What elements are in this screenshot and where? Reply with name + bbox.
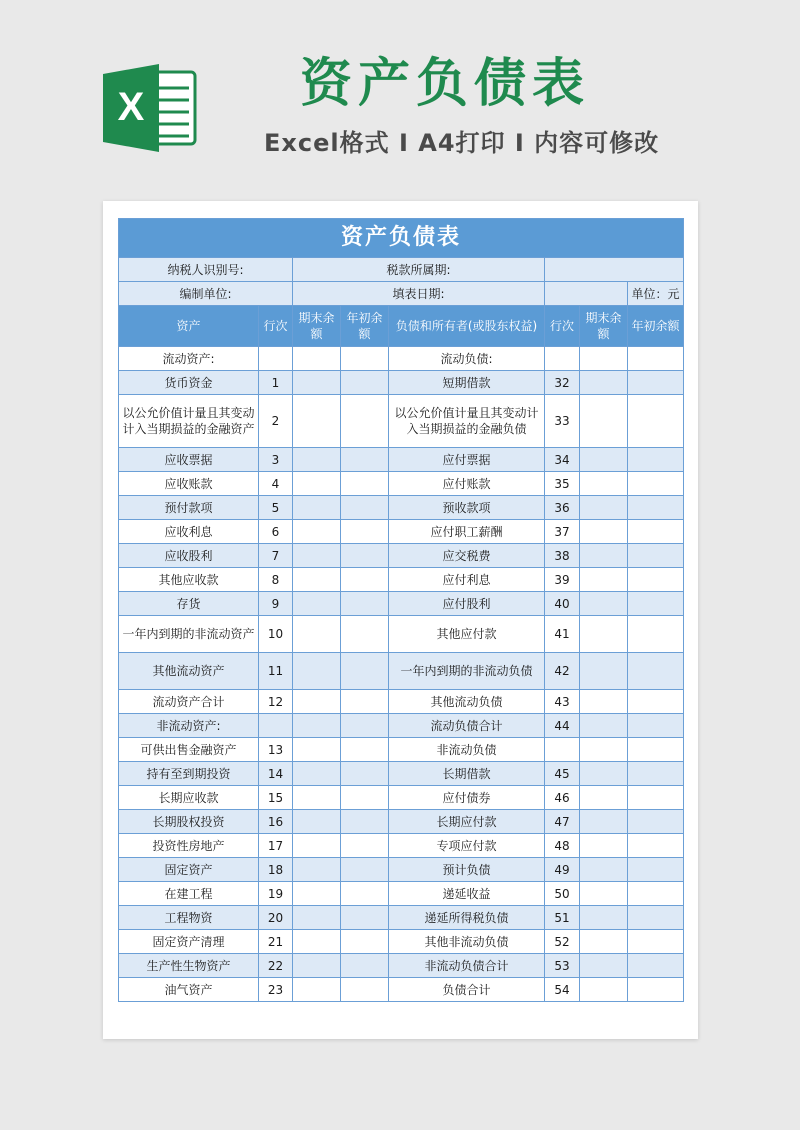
asset-begin-balance-cell[interactable] — [341, 616, 389, 653]
table-row — [119, 347, 684, 371]
asset-end-balance-cell[interactable] — [293, 347, 341, 371]
liability-begin-balance-cell[interactable] — [628, 762, 684, 786]
asset-name-cell: 油气资产 — [119, 978, 259, 1002]
liability-row-no-cell: 40 — [545, 592, 580, 616]
liability-end-balance-cell[interactable] — [580, 371, 628, 395]
asset-name-cell: 其他应收款 — [119, 568, 259, 592]
liability-name-cell: 短期借款 — [389, 371, 545, 395]
liability-row-no-cell: 32 — [545, 371, 580, 395]
asset-end-balance-cell[interactable] — [293, 472, 341, 496]
asset-name-cell: 非流动资产: — [119, 714, 259, 738]
liability-begin-balance-cell[interactable] — [628, 930, 684, 954]
liability-end-balance-cell[interactable] — [580, 762, 628, 786]
liability-row-no-cell: 54 — [545, 978, 580, 1002]
liability-name-cell: 流动负债: — [389, 347, 545, 371]
liability-end-balance-cell[interactable] — [580, 568, 628, 592]
liability-begin-balance-cell[interactable] — [628, 978, 684, 1002]
asset-row-no-cell: 18 — [259, 858, 293, 882]
liability-name-cell: 递延所得税负债 — [389, 906, 545, 930]
liability-row-no-cell: 44 — [545, 714, 580, 738]
asset-end-balance-cell[interactable] — [293, 395, 341, 448]
asset-name-cell: 可供出售金融资产 — [119, 738, 259, 762]
liability-begin-balance-cell[interactable] — [628, 371, 684, 395]
asset-name-cell: 长期应收款 — [119, 786, 259, 810]
asset-row-no-cell: 8 — [259, 568, 293, 592]
asset-name-cell: 工程物资 — [119, 906, 259, 930]
liability-row-no-cell: 42 — [545, 653, 580, 690]
asset-name-cell: 应收利息 — [119, 520, 259, 544]
asset-name-cell: 其他流动资产 — [119, 653, 259, 690]
header-row-no-2: 行次 — [545, 306, 580, 347]
liability-name-cell: 流动负债合计 — [389, 714, 545, 738]
asset-name-cell: 以公允价值计量且其变动计入当期损益的金融资产 — [119, 395, 259, 448]
asset-begin-balance-cell[interactable] — [341, 690, 389, 714]
liability-row-no-cell: 34 — [545, 448, 580, 472]
liability-begin-balance-cell[interactable] — [628, 616, 684, 653]
asset-row-no-cell: 20 — [259, 906, 293, 930]
liability-end-balance-cell[interactable] — [580, 448, 628, 472]
liability-name-cell: 长期应付款 — [389, 810, 545, 834]
liability-row-no-cell: 38 — [545, 544, 580, 568]
asset-begin-balance-cell[interactable] — [341, 544, 389, 568]
asset-end-balance-cell[interactable] — [293, 882, 341, 906]
table-row — [119, 448, 684, 472]
liability-name-cell: 应付账款 — [389, 472, 545, 496]
asset-end-balance-cell[interactable] — [293, 568, 341, 592]
liability-begin-balance-cell[interactable] — [628, 714, 684, 738]
asset-name-cell: 投资性房地产 — [119, 834, 259, 858]
liability-end-balance-cell[interactable] — [580, 906, 628, 930]
liability-row-no-cell: 36 — [545, 496, 580, 520]
asset-name-cell: 持有至到期投资 — [119, 762, 259, 786]
asset-name-cell: 流动资产合计 — [119, 690, 259, 714]
table-row — [119, 496, 684, 520]
liability-end-balance-cell[interactable] — [580, 690, 628, 714]
table-row — [119, 520, 684, 544]
asset-end-balance-cell[interactable] — [293, 858, 341, 882]
liability-name-cell: 预收款项 — [389, 496, 545, 520]
asset-begin-balance-cell[interactable] — [341, 520, 389, 544]
liability-end-balance-cell[interactable] — [580, 954, 628, 978]
liability-name-cell: 应付票据 — [389, 448, 545, 472]
asset-begin-balance-cell[interactable] — [341, 714, 389, 738]
liability-end-balance-cell[interactable] — [580, 930, 628, 954]
asset-name-cell: 长期股权投资 — [119, 810, 259, 834]
liability-end-balance-cell[interactable] — [580, 616, 628, 653]
table-row — [119, 395, 684, 448]
liability-begin-balance-cell[interactable] — [628, 858, 684, 882]
liability-row-no-cell: 49 — [545, 858, 580, 882]
fill-date-value[interactable] — [545, 282, 628, 306]
liability-row-no-cell: 37 — [545, 520, 580, 544]
liability-row-no-cell: 35 — [545, 472, 580, 496]
tax-period-value[interactable] — [545, 258, 684, 282]
liability-begin-balance-cell[interactable] — [628, 786, 684, 810]
liability-begin-balance-cell[interactable] — [628, 448, 684, 472]
asset-begin-balance-cell[interactable] — [341, 954, 389, 978]
asset-name-cell: 预付款项 — [119, 496, 259, 520]
liability-name-cell: 应付股利 — [389, 592, 545, 616]
liability-end-balance-cell[interactable] — [580, 786, 628, 810]
liability-name-cell: 递延收益 — [389, 882, 545, 906]
asset-begin-balance-cell[interactable] — [341, 906, 389, 930]
asset-row-no-cell: 23 — [259, 978, 293, 1002]
asset-row-no-cell: 13 — [259, 738, 293, 762]
asset-end-balance-cell[interactable] — [293, 653, 341, 690]
liability-end-balance-cell[interactable] — [580, 496, 628, 520]
liability-begin-balance-cell[interactable] — [628, 472, 684, 496]
currency-label: 单位：元 — [628, 282, 684, 306]
asset-end-balance-cell[interactable] — [293, 448, 341, 472]
asset-row-no-cell: 14 — [259, 762, 293, 786]
asset-begin-balance-cell[interactable] — [341, 371, 389, 395]
liability-end-balance-cell[interactable] — [580, 810, 628, 834]
liability-end-balance-cell[interactable] — [580, 738, 628, 762]
liability-end-balance-cell[interactable] — [580, 472, 628, 496]
liability-name-cell: 应付债券 — [389, 786, 545, 810]
asset-row-no-cell: 10 — [259, 616, 293, 653]
liability-begin-balance-cell[interactable] — [628, 568, 684, 592]
liability-name-cell: 其他非流动负债 — [389, 930, 545, 954]
asset-begin-balance-cell[interactable] — [341, 568, 389, 592]
asset-row-no-cell: 5 — [259, 496, 293, 520]
asset-row-no-cell: 16 — [259, 810, 293, 834]
asset-row-no-cell: 22 — [259, 954, 293, 978]
asset-begin-balance-cell[interactable] — [341, 858, 389, 882]
asset-row-no-cell: 6 — [259, 520, 293, 544]
liability-row-no-cell: 47 — [545, 810, 580, 834]
liability-name-cell: 非流动负债合计 — [389, 954, 545, 978]
liability-name-cell: 其他应付款 — [389, 616, 545, 653]
table-row — [119, 714, 684, 738]
header-end-balance-2: 期末余额 — [580, 306, 628, 347]
header-row-no: 行次 — [259, 306, 293, 347]
table-row — [119, 930, 684, 954]
liability-begin-balance-cell[interactable] — [628, 544, 684, 568]
asset-end-balance-cell[interactable] — [293, 810, 341, 834]
asset-begin-balance-cell[interactable] — [341, 882, 389, 906]
liability-begin-balance-cell[interactable] — [628, 592, 684, 616]
liability-name-cell: 以公允价值计量且其变动计入当期损益的金融负债 — [389, 395, 545, 448]
asset-row-no-cell: 11 — [259, 653, 293, 690]
asset-begin-balance-cell[interactable] — [341, 810, 389, 834]
asset-name-cell: 在建工程 — [119, 882, 259, 906]
liability-name-cell: 非流动负债 — [389, 738, 545, 762]
table-row — [119, 371, 684, 395]
table-row — [119, 954, 684, 978]
liability-name-cell: 预计负债 — [389, 858, 545, 882]
liability-row-no-cell: 46 — [545, 786, 580, 810]
asset-end-balance-cell[interactable] — [293, 592, 341, 616]
asset-row-no-cell: 1 — [259, 371, 293, 395]
asset-begin-balance-cell[interactable] — [341, 448, 389, 472]
hero-subtitle: Excel格式 I A4打印 I 内容可修改 — [264, 129, 660, 157]
asset-name-cell: 应收账款 — [119, 472, 259, 496]
asset-begin-balance-cell[interactable] — [341, 653, 389, 690]
liability-end-balance-cell[interactable] — [580, 347, 628, 371]
liability-name-cell: 应付利息 — [389, 568, 545, 592]
asset-name-cell: 应收票据 — [119, 448, 259, 472]
asset-end-balance-cell[interactable] — [293, 906, 341, 930]
asset-begin-balance-cell[interactable] — [341, 786, 389, 810]
asset-begin-balance-cell[interactable] — [341, 496, 389, 520]
unit-label: 编制单位: — [119, 282, 293, 306]
asset-name-cell: 固定资产 — [119, 858, 259, 882]
liability-row-no-cell — [545, 738, 580, 762]
header-end-balance: 期末余额 — [293, 306, 341, 347]
liability-end-balance-cell[interactable] — [580, 592, 628, 616]
liability-row-no-cell: 53 — [545, 954, 580, 978]
liability-name-cell: 应交税费 — [389, 544, 545, 568]
asset-end-balance-cell[interactable] — [293, 544, 341, 568]
asset-begin-balance-cell[interactable] — [341, 762, 389, 786]
liability-row-no-cell: 43 — [545, 690, 580, 714]
asset-row-no-cell: 4 — [259, 472, 293, 496]
liability-end-balance-cell[interactable] — [580, 395, 628, 448]
asset-end-balance-cell[interactable] — [293, 978, 341, 1002]
asset-begin-balance-cell[interactable] — [341, 930, 389, 954]
asset-end-balance-cell[interactable] — [293, 762, 341, 786]
table-row — [119, 906, 684, 930]
table-row — [119, 762, 684, 786]
asset-end-balance-cell[interactable] — [293, 738, 341, 762]
asset-end-balance-cell[interactable] — [293, 520, 341, 544]
taxpayer-id-label: 纳税人识别号: — [119, 258, 293, 282]
hero-banner — [0, 0, 800, 200]
asset-end-balance-cell[interactable] — [293, 786, 341, 810]
asset-begin-balance-cell[interactable] — [341, 978, 389, 1002]
liability-name-cell: 长期借款 — [389, 762, 545, 786]
asset-name-cell: 一年内到期的非流动资产 — [119, 616, 259, 653]
liability-begin-balance-cell[interactable] — [628, 690, 684, 714]
liability-name-cell: 其他流动负债 — [389, 690, 545, 714]
liability-end-balance-cell[interactable] — [580, 714, 628, 738]
table-row — [119, 653, 684, 690]
table-row — [119, 738, 684, 762]
asset-name-cell: 应收股利 — [119, 544, 259, 568]
table-row — [119, 690, 684, 714]
hero-title: 资产负债表 — [300, 54, 591, 114]
asset-end-balance-cell[interactable] — [293, 714, 341, 738]
header-begin-balance: 年初余额 — [341, 306, 389, 347]
liability-begin-balance-cell[interactable] — [628, 395, 684, 448]
liability-begin-balance-cell[interactable] — [628, 882, 684, 906]
liability-row-no-cell: 50 — [545, 882, 580, 906]
table-row — [119, 568, 684, 592]
liability-begin-balance-cell[interactable] — [628, 906, 684, 930]
asset-name-cell: 存货 — [119, 592, 259, 616]
asset-row-no-cell: 17 — [259, 834, 293, 858]
header-liabilities: 负债和所有者(或股东权益) — [389, 306, 545, 347]
asset-name-cell: 流动资产: — [119, 347, 259, 371]
liability-name-cell: 应付职工薪酬 — [389, 520, 545, 544]
asset-begin-balance-cell[interactable] — [341, 472, 389, 496]
liability-begin-balance-cell[interactable] — [628, 653, 684, 690]
excel-logo-letter: X — [117, 85, 145, 129]
liability-name-cell: 一年内到期的非流动负债 — [389, 653, 545, 690]
asset-end-balance-cell[interactable] — [293, 690, 341, 714]
table-row — [119, 858, 684, 882]
liability-row-no-cell: 33 — [545, 395, 580, 448]
liability-end-balance-cell[interactable] — [580, 653, 628, 690]
asset-row-no-cell: 21 — [259, 930, 293, 954]
liability-end-balance-cell[interactable] — [580, 544, 628, 568]
table-row — [119, 616, 684, 653]
asset-row-no-cell: 3 — [259, 448, 293, 472]
table-row — [119, 834, 684, 858]
liability-row-no-cell: 51 — [545, 906, 580, 930]
asset-row-no-cell — [259, 714, 293, 738]
liability-row-no-cell: 39 — [545, 568, 580, 592]
asset-end-balance-cell[interactable] — [293, 616, 341, 653]
liability-row-no-cell: 52 — [545, 930, 580, 954]
liability-begin-balance-cell[interactable] — [628, 954, 684, 978]
tax-period-label: 税款所属期: — [293, 258, 545, 282]
asset-end-balance-cell[interactable] — [293, 930, 341, 954]
table-row — [119, 544, 684, 568]
liability-end-balance-cell[interactable] — [580, 834, 628, 858]
liability-begin-balance-cell[interactable] — [628, 834, 684, 858]
liability-begin-balance-cell[interactable] — [628, 810, 684, 834]
liability-begin-balance-cell[interactable] — [628, 738, 684, 762]
liability-name-cell: 专项应付款 — [389, 834, 545, 858]
asset-row-no-cell: 19 — [259, 882, 293, 906]
liability-row-no-cell: 41 — [545, 616, 580, 653]
liability-end-balance-cell[interactable] — [580, 858, 628, 882]
liability-row-no-cell — [545, 347, 580, 371]
table-title: 资产负债表 — [119, 219, 684, 258]
asset-end-balance-cell[interactable] — [293, 371, 341, 395]
fill-date-label: 填表日期: — [293, 282, 545, 306]
asset-row-no-cell: 2 — [259, 395, 293, 448]
liability-name-cell: 负债合计 — [389, 978, 545, 1002]
asset-row-no-cell: 9 — [259, 592, 293, 616]
asset-begin-balance-cell[interactable] — [341, 592, 389, 616]
asset-name-cell: 货币资金 — [119, 371, 259, 395]
table-row — [119, 592, 684, 616]
liability-end-balance-cell[interactable] — [580, 520, 628, 544]
liability-end-balance-cell[interactable] — [580, 978, 628, 1002]
asset-begin-balance-cell[interactable] — [341, 834, 389, 858]
asset-name-cell: 固定资产清理 — [119, 930, 259, 954]
liability-row-no-cell: 45 — [545, 762, 580, 786]
table-row — [119, 472, 684, 496]
liability-row-no-cell: 48 — [545, 834, 580, 858]
asset-name-cell: 生产性生物资产 — [119, 954, 259, 978]
liability-begin-balance-cell[interactable] — [628, 496, 684, 520]
asset-begin-balance-cell[interactable] — [341, 347, 389, 371]
asset-begin-balance-cell[interactable] — [341, 395, 389, 448]
header-begin-balance-2: 年初余额 — [628, 306, 684, 347]
liability-begin-balance-cell[interactable] — [628, 347, 684, 371]
asset-row-no-cell: 7 — [259, 544, 293, 568]
asset-end-balance-cell[interactable] — [293, 954, 341, 978]
asset-row-no-cell: 15 — [259, 786, 293, 810]
liability-end-balance-cell[interactable] — [580, 882, 628, 906]
asset-row-no-cell — [259, 347, 293, 371]
table-row — [119, 810, 684, 834]
balance-sheet-table — [118, 218, 684, 1002]
asset-row-no-cell: 12 — [259, 690, 293, 714]
asset-end-balance-cell[interactable] — [293, 834, 341, 858]
header-assets: 资产 — [119, 306, 259, 347]
table-row — [119, 786, 684, 810]
excel-logo-icon — [103, 60, 199, 156]
asset-begin-balance-cell[interactable] — [341, 738, 389, 762]
table-row — [119, 978, 684, 1002]
asset-end-balance-cell[interactable] — [293, 496, 341, 520]
table-row — [119, 882, 684, 906]
liability-begin-balance-cell[interactable] — [628, 520, 684, 544]
